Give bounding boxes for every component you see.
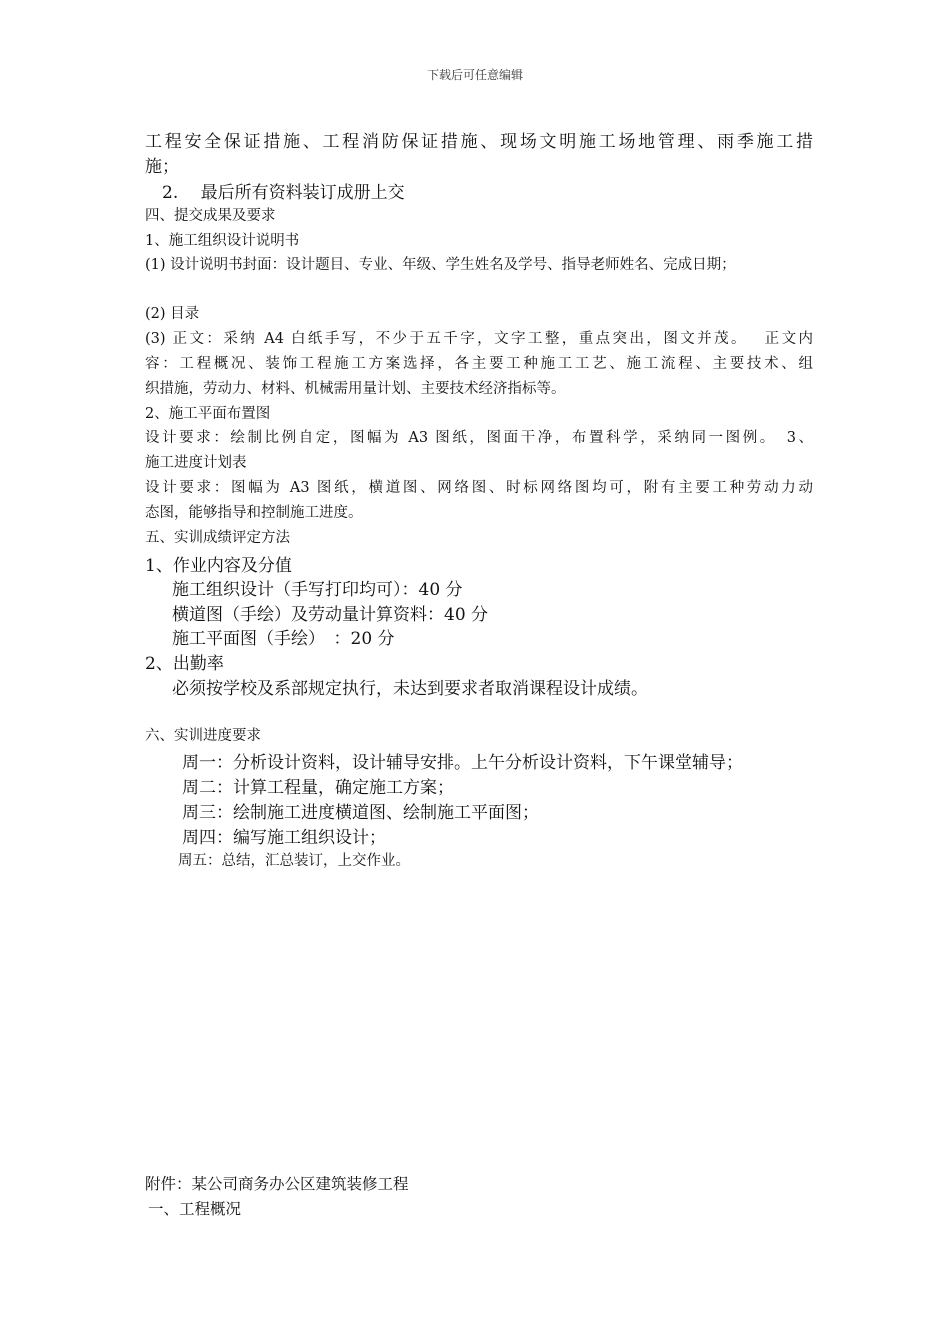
paragraph-line: (1) 设计说明书封面：设计题目、专业、年级、学生姓名及学号、指导老师姓名、完成日期； [145, 257, 736, 273]
list-item: 横道图（手绘）及劳动量计算资料：40 分 [172, 605, 489, 625]
list-item: 施工平面图（手绘） ：20 分 [172, 629, 395, 649]
attachment-title: 附件：某公司商务办公区建筑装修工程 [145, 1175, 409, 1193]
paragraph-line: 设计要求：绘制比例自定，图幅为 A3 图纸，图面干净，布置科学，采纳同一图例。 3、 [145, 430, 813, 446]
schedule-item: 周五：总结，汇总装订，上交作业。 [178, 853, 410, 869]
paragraph-line: 设计要求：图幅为 A3 图纸，横道图、网络图、时标网络图均可，附有主要工种劳动力动 [145, 480, 813, 496]
list-item: 施工组织设计（手写打印均可）：40 分 [172, 580, 463, 600]
paragraph-line: 织措施，劳动力、材料、机械需用量计划、主要技术经济指标等。 [145, 381, 566, 397]
section-heading: 六、实训进度要求 [145, 728, 261, 744]
paragraph-line: (2) 目录 [145, 306, 200, 322]
paragraph-line: 工程安全保证措施、工程消防保证措施、现场文明施工场地管理、雨季施工措 [145, 132, 813, 152]
section-heading: 四、提交成果及要求 [145, 208, 276, 224]
page-header: 下载后可任意编辑 [426, 68, 523, 82]
subsection-heading: 2、出勤率 [145, 654, 224, 674]
paragraph-line: 必须按学校及系部规定执行，未达到要求者取消课程设计成绩。 [172, 679, 648, 699]
schedule-item: 周一：分析设计资料，设计辅导安排。上午分析设计资料，下午课堂辅导； [182, 753, 743, 773]
section-heading: 五、实训成绩评定方法 [145, 530, 290, 546]
paragraph-line: 容：工程概况、装饰工程施工方案选择，各主要工种施工工艺、施工流程、主要技术、组 [145, 356, 813, 372]
section-heading: 一、工程概况 [148, 1200, 242, 1218]
paragraph-line: 态图，能够指导和控制施工进度。 [145, 505, 363, 521]
schedule-item: 周四：编写施工组织设计； [182, 828, 386, 848]
list-item: 2. 最后所有资料装订成册上交 [162, 183, 405, 203]
paragraph-line: (3) 正文：采纳 A4 白纸手写，不少于五千字，文字工整，重点突出，图文并茂。 正文内 [145, 331, 813, 347]
subsection-heading: 2、施工平面布置图 [145, 406, 271, 422]
paragraph-line: 施； [145, 157, 179, 177]
schedule-item: 周三：绘制施工进度横道图、绘制施工平面图； [182, 803, 539, 823]
paragraph-line: 施工进度计划表 [145, 455, 247, 471]
subsection-heading: 1、作业内容及分值 [145, 556, 292, 576]
schedule-item: 周二：计算工程量，确定施工方案； [182, 778, 454, 798]
subsection-heading: 1、施工组织设计说明书 [145, 233, 300, 249]
